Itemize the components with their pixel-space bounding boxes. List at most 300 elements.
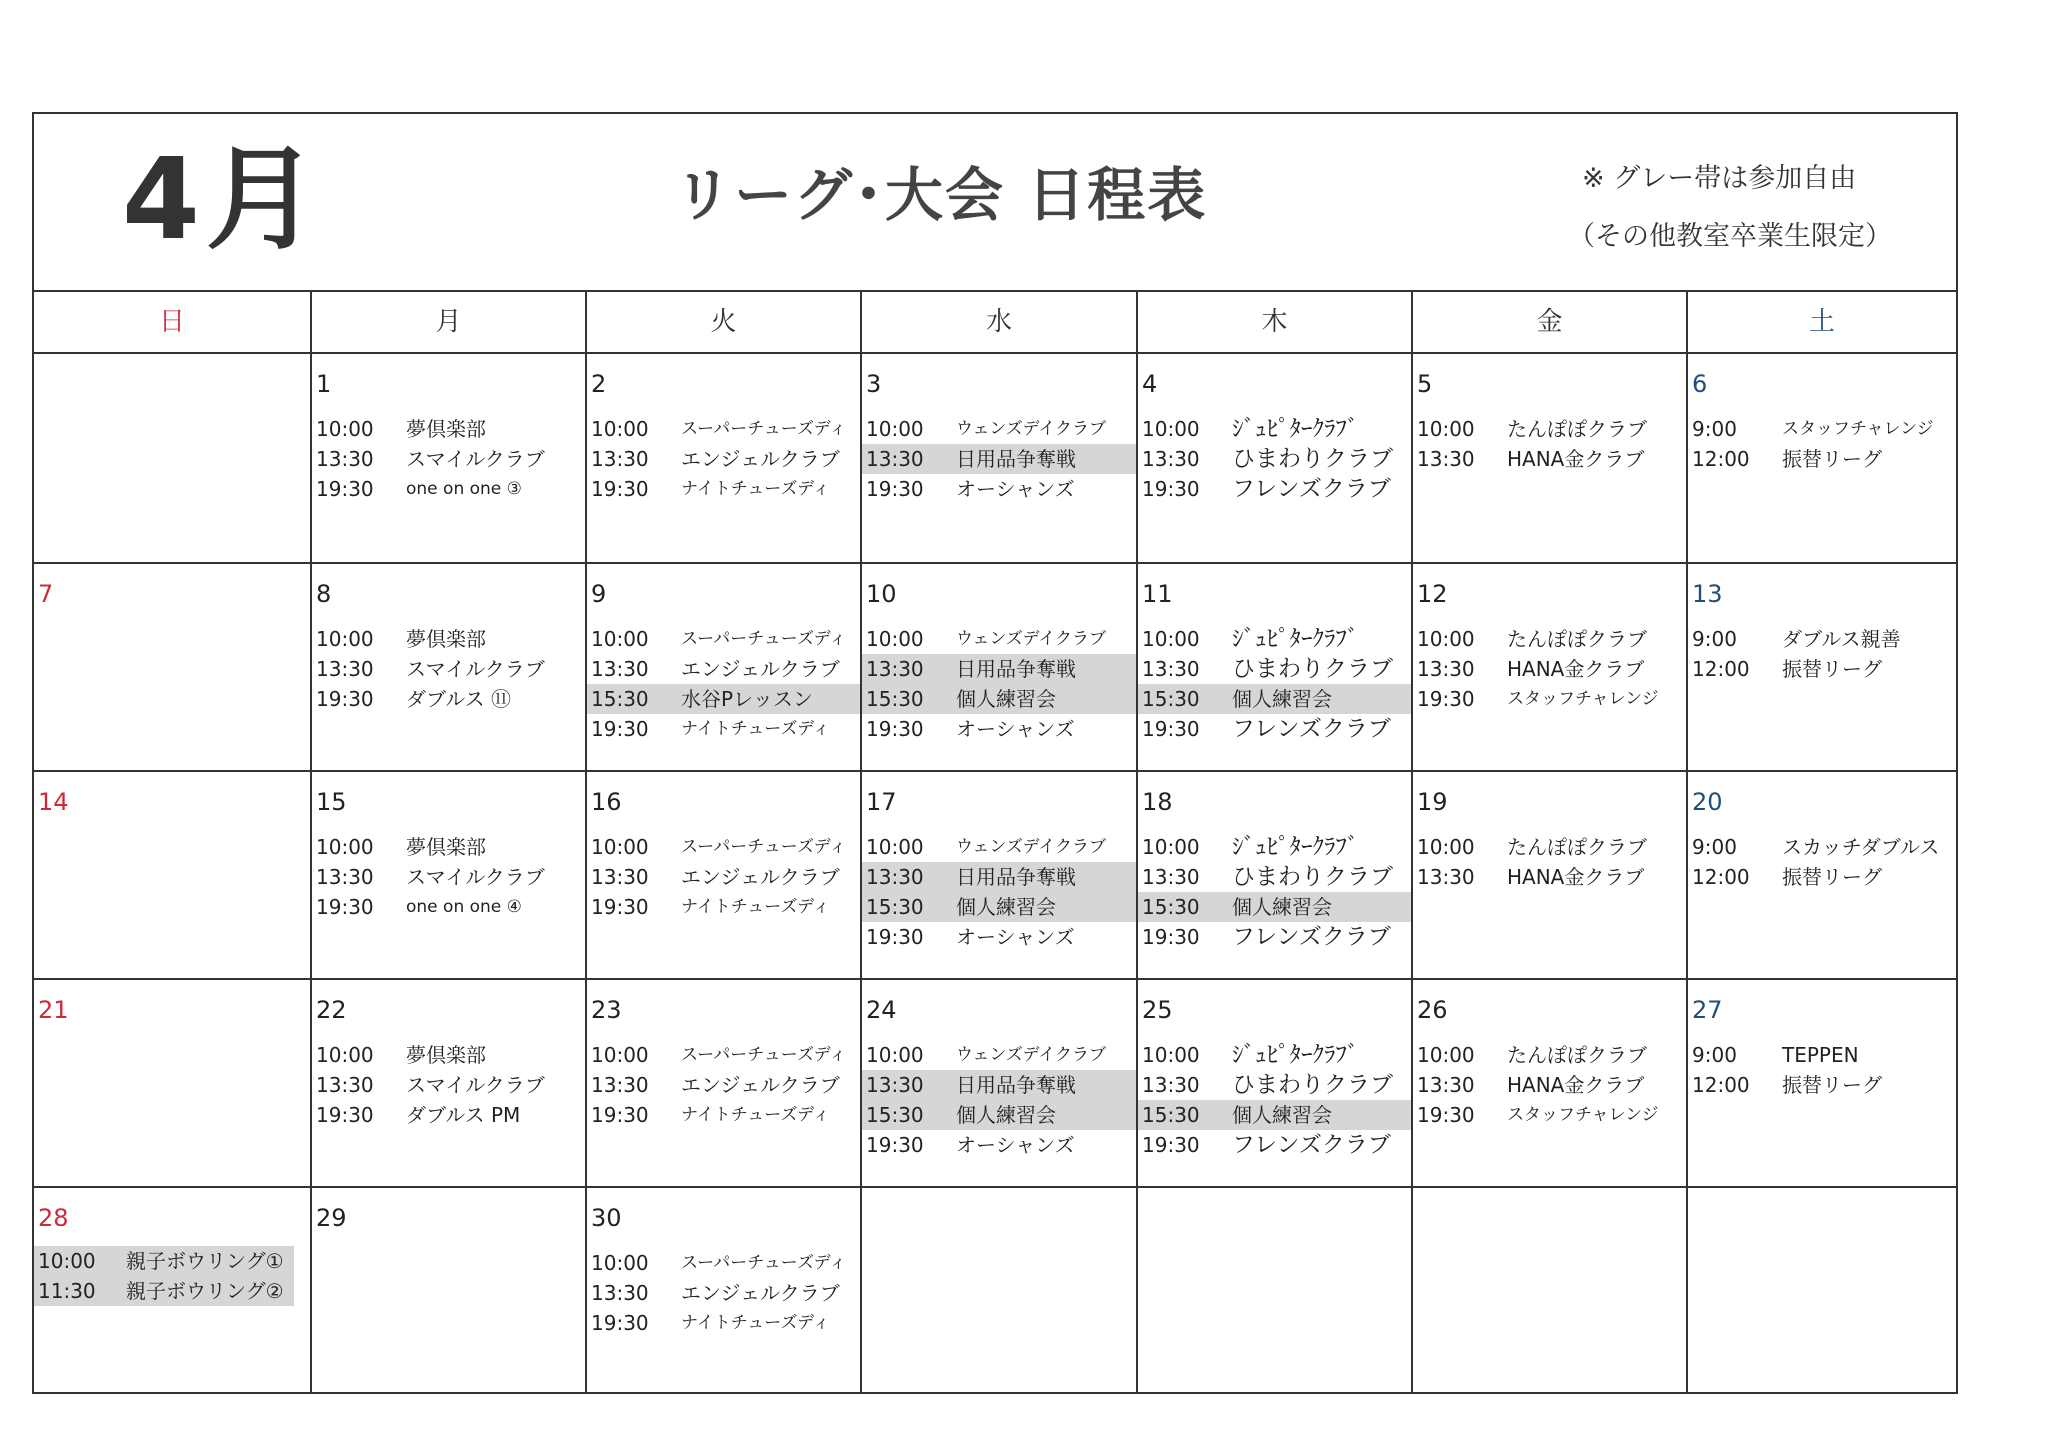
event-row [1688, 1040, 1956, 1070]
event-row [1413, 1070, 1686, 1100]
event-time: 13:30 [1142, 447, 1200, 471]
day-cell [1136, 564, 1411, 772]
event-name: スーパーチューズディ [681, 419, 847, 439]
event-name: ウェンズデイクラブ [956, 837, 1106, 857]
event-name: HANA金クラブ [1507, 1073, 1645, 1097]
event-name: スカッチダブルス [1782, 835, 1940, 859]
event-time: 19:30 [1417, 687, 1475, 711]
event-name: ナイトチューズディ [681, 897, 830, 917]
event-name: 日用品争奪戦 [956, 447, 1076, 471]
event-name: 個人練習会 [956, 1103, 1056, 1127]
event-name: 夢倶楽部 [406, 1043, 486, 1067]
event-time: 9:00 [1692, 627, 1737, 651]
event-name: 親子ボウリング② [126, 1279, 284, 1303]
day-number: 16 [591, 788, 622, 816]
event-name: 個人練習会 [1232, 895, 1332, 919]
event-row [862, 474, 1136, 504]
event-time: 10:00 [1417, 835, 1475, 859]
day-number: 26 [1417, 996, 1448, 1024]
day-cell [1686, 772, 1956, 980]
day-cell [34, 564, 310, 772]
event-name: 振替リーグ [1782, 447, 1882, 471]
event-time: 19:30 [591, 1103, 649, 1127]
day-number: 19 [1417, 788, 1448, 816]
day-cell [1411, 980, 1686, 1188]
event-name: ウェンズデイクラブ [956, 419, 1106, 439]
event-name: ひまわりクラブ [1232, 656, 1393, 682]
event-row [1413, 862, 1686, 892]
day-cell [34, 980, 310, 1188]
event-name: フレンズクラブ [1232, 716, 1391, 742]
day-cell [1136, 980, 1411, 1188]
event-name: エンジェルクラブ [681, 657, 840, 681]
day-number: 29 [316, 1204, 347, 1232]
event-time: 13:30 [316, 447, 374, 471]
event-row [1688, 1070, 1956, 1100]
event-time: 19:30 [866, 925, 924, 949]
event-row-optional [862, 1100, 1136, 1130]
event-name: たんぽぽクラブ [1507, 627, 1647, 651]
day-cell [1411, 1188, 1686, 1394]
event-row-optional [587, 684, 860, 714]
day-cell [1136, 772, 1411, 980]
event-row [312, 684, 585, 714]
event-row [1138, 1040, 1411, 1070]
event-time: 19:30 [591, 1311, 649, 1335]
event-row-optional [1138, 892, 1411, 922]
weekday-thu: 木 [1136, 292, 1411, 352]
day-number: 21 [38, 996, 69, 1024]
event-time: 19:30 [316, 895, 374, 919]
event-row [1138, 624, 1411, 654]
event-time: 9:00 [1692, 1043, 1737, 1067]
event-time: 10:00 [591, 835, 649, 859]
day-cell [1686, 564, 1956, 772]
event-row [1413, 832, 1686, 862]
day-cell [310, 772, 585, 980]
event-name: ダブルス親善 [1782, 627, 1901, 651]
event-time: 10:00 [1142, 627, 1200, 651]
event-name: ウェンズデイクラブ [956, 1045, 1106, 1065]
event-row [1138, 1130, 1411, 1160]
event-time: 10:00 [866, 627, 924, 651]
event-row [862, 714, 1136, 744]
event-row [312, 474, 585, 504]
event-time: 13:30 [1142, 1073, 1200, 1097]
event-row [587, 654, 860, 684]
event-time: 13:30 [1417, 1073, 1475, 1097]
event-row [1138, 714, 1411, 744]
event-time: 10:00 [866, 417, 924, 441]
event-time: 10:00 [591, 627, 649, 651]
event-row [862, 832, 1136, 862]
event-row [587, 624, 860, 654]
event-name: スマイルクラブ [406, 657, 545, 681]
event-name: オーシャンズ [956, 1133, 1075, 1157]
event-name: ｼﾞｭﾋﾟﾀｰｸﾗﾌﾞ [1232, 626, 1359, 652]
event-time: 19:30 [1417, 1103, 1475, 1127]
event-time: 9:00 [1692, 417, 1737, 441]
event-time: 10:00 [316, 417, 374, 441]
event-name: ひまわりクラブ [1232, 864, 1393, 890]
event-row-optional [862, 444, 1136, 474]
event-time: 19:30 [591, 717, 649, 741]
event-name: スタッフチャレンジ [1507, 689, 1659, 709]
day-cell [34, 772, 310, 980]
event-time: 10:00 [38, 1249, 96, 1273]
event-row [1688, 832, 1956, 862]
event-time: 13:30 [591, 865, 649, 889]
event-row [1138, 832, 1411, 862]
event-row [312, 1070, 585, 1100]
event-time: 12:00 [1692, 657, 1750, 681]
day-cell [310, 354, 585, 564]
event-name: ダブルス ⑪ [406, 687, 511, 711]
calendar-grid [34, 354, 1956, 1394]
event-name: HANA金クラブ [1507, 865, 1645, 889]
event-time: 10:00 [591, 417, 649, 441]
event-row-optional [1138, 684, 1411, 714]
event-name: スタッフチャレンジ [1507, 1105, 1659, 1125]
event-time: 10:00 [591, 1251, 649, 1275]
schedule-frame [32, 112, 1958, 1394]
event-name: エンジェルクラブ [681, 1073, 840, 1097]
event-name: TEPPEN [1782, 1043, 1859, 1067]
event-row [312, 414, 585, 444]
event-row [1138, 862, 1411, 892]
day-number: 18 [1142, 788, 1173, 816]
event-time: 19:30 [866, 1133, 924, 1157]
event-row [587, 1308, 860, 1338]
day-number: 6 [1692, 370, 1708, 398]
day-number: 7 [38, 580, 54, 608]
day-cell [860, 980, 1136, 1188]
event-row [312, 624, 585, 654]
event-row [587, 714, 860, 744]
day-cell [310, 1188, 585, 1394]
weekday-sun: 日 [158, 307, 185, 337]
event-row [1688, 624, 1956, 654]
day-cell [1411, 354, 1686, 564]
day-cell [1686, 1188, 1956, 1394]
day-cell [1686, 980, 1956, 1188]
event-row [312, 1100, 585, 1130]
event-time: 10:00 [1417, 627, 1475, 651]
event-row [1688, 414, 1956, 444]
event-time: 15:30 [866, 687, 924, 711]
event-name: フレンズクラブ [1232, 476, 1391, 502]
event-name: one on one ④ [406, 897, 522, 917]
event-name: 水谷Pレッスン [681, 687, 813, 711]
weekday-wed: 水 [860, 292, 1136, 352]
weekday-fri: 金 [1411, 292, 1686, 352]
event-row [1138, 474, 1411, 504]
day-cell [860, 564, 1136, 772]
event-time: 13:30 [591, 1073, 649, 1097]
event-name: ナイトチューズディ [681, 1313, 830, 1333]
event-row [587, 474, 860, 504]
event-name: オーシャンズ [956, 477, 1075, 501]
event-time: 15:30 [1142, 1103, 1200, 1127]
event-name: ｼﾞｭﾋﾟﾀｰｸﾗﾌﾞ [1232, 416, 1359, 442]
day-number: 27 [1692, 996, 1723, 1024]
event-time: 10:00 [316, 627, 374, 651]
event-row [1138, 922, 1411, 952]
event-time: 10:00 [1142, 417, 1200, 441]
event-time: 13:30 [1417, 865, 1475, 889]
event-time: 10:00 [1417, 1043, 1475, 1067]
event-row [1138, 414, 1411, 444]
day-number: 1 [316, 370, 332, 398]
event-row [312, 444, 585, 474]
event-name: スーパーチューズディ [681, 629, 847, 649]
event-name: 個人練習会 [1232, 687, 1332, 711]
event-name: フレンズクラブ [1232, 924, 1391, 950]
day-number: 30 [591, 1204, 622, 1232]
day-number: 14 [38, 788, 69, 816]
event-time: 13:30 [1417, 657, 1475, 681]
event-row-optional [862, 862, 1136, 892]
day-number: 13 [1692, 580, 1723, 608]
event-row [587, 1248, 860, 1278]
event-row [587, 1278, 860, 1308]
event-row [587, 832, 860, 862]
event-row [312, 654, 585, 684]
event-time: 19:30 [1142, 925, 1200, 949]
day-number: 22 [316, 996, 347, 1024]
weekday-sat: 土 [1686, 292, 1956, 352]
day-cell [1136, 1188, 1411, 1394]
event-time: 13:30 [316, 865, 374, 889]
day-cell [310, 980, 585, 1188]
day-number: 2 [591, 370, 607, 398]
event-name: ナイトチューズディ [681, 719, 830, 739]
event-time: 13:30 [316, 657, 374, 681]
event-name: 振替リーグ [1782, 1073, 1882, 1097]
event-name: スーパーチューズディ [681, 1253, 847, 1273]
event-name: たんぽぽクラブ [1507, 835, 1647, 859]
event-row-optional [862, 684, 1136, 714]
weekday-tue: 火 [585, 292, 860, 352]
event-time: 13:30 [591, 1281, 649, 1305]
schedule-header [34, 114, 1956, 292]
day-cell [860, 354, 1136, 564]
event-time: 15:30 [866, 895, 924, 919]
event-row [862, 624, 1136, 654]
event-row [587, 1100, 860, 1130]
event-row [1688, 862, 1956, 892]
day-number: 23 [591, 996, 622, 1024]
event-name: フレンズクラブ [1232, 1132, 1391, 1158]
event-row [1413, 1040, 1686, 1070]
event-name: 振替リーグ [1782, 865, 1882, 889]
event-time: 13:30 [866, 1073, 924, 1097]
event-name: エンジェルクラブ [681, 865, 840, 889]
event-row-optional [862, 654, 1136, 684]
event-row [312, 892, 585, 922]
day-number: 15 [316, 788, 347, 816]
event-row-optional [1138, 1100, 1411, 1130]
event-time: 19:30 [866, 477, 924, 501]
event-time: 15:30 [866, 1103, 924, 1127]
event-time: 13:30 [591, 447, 649, 471]
event-time: 15:30 [1142, 895, 1200, 919]
event-row [312, 862, 585, 892]
event-row [587, 1070, 860, 1100]
event-name: 親子ボウリング① [126, 1249, 284, 1273]
event-row [1413, 684, 1686, 714]
event-row [1413, 1100, 1686, 1130]
day-cell [34, 354, 310, 564]
event-name: スタッフチャレンジ [1782, 419, 1934, 439]
event-row [587, 1040, 860, 1070]
event-name: 夢倶楽部 [406, 627, 486, 651]
event-row-optional [34, 1246, 294, 1276]
event-row [862, 414, 1136, 444]
event-name: 個人練習会 [956, 895, 1056, 919]
day-cell [34, 1188, 310, 1394]
event-row [862, 922, 1136, 952]
event-time: 13:30 [866, 865, 924, 889]
day-cell [585, 564, 860, 772]
event-row-optional [34, 1276, 294, 1306]
day-cell [1411, 564, 1686, 772]
event-name: スーパーチューズディ [681, 837, 847, 857]
day-number: 12 [1417, 580, 1448, 608]
event-row [587, 892, 860, 922]
event-name: ひまわりクラブ [1232, 1072, 1393, 1098]
event-row [862, 1130, 1136, 1160]
event-row [587, 862, 860, 892]
event-row [587, 414, 860, 444]
gray-band-note: ※ グレー帯は参加自由 [1582, 163, 1857, 194]
weekday-mon: 月 [310, 292, 585, 352]
day-cell [1686, 354, 1956, 564]
event-name: 日用品争奪戦 [956, 657, 1076, 681]
page-title: リーグ･大会 日程表 [674, 161, 1208, 229]
event-time: 12:00 [1692, 865, 1750, 889]
day-cell [585, 980, 860, 1188]
event-name: スマイルクラブ [406, 865, 545, 889]
event-row [1413, 414, 1686, 444]
day-number: 11 [1142, 580, 1173, 608]
event-time: 10:00 [1142, 1043, 1200, 1067]
event-row-optional [862, 1070, 1136, 1100]
event-time: 9:00 [1692, 835, 1737, 859]
event-time: 19:30 [316, 687, 374, 711]
event-time: 19:30 [1142, 1133, 1200, 1157]
event-row [1413, 624, 1686, 654]
event-row [1413, 654, 1686, 684]
event-time: 13:30 [1417, 447, 1475, 471]
event-name: 日用品争奪戦 [956, 865, 1076, 889]
day-cell [860, 772, 1136, 980]
day-number: 17 [866, 788, 897, 816]
event-time: 15:30 [1142, 687, 1200, 711]
event-name: ウェンズデイクラブ [956, 629, 1106, 649]
event-time: 15:30 [591, 687, 649, 711]
event-name: one on one ③ [406, 479, 522, 499]
day-number: 20 [1692, 788, 1723, 816]
day-number: 3 [866, 370, 882, 398]
event-name: 夢倶楽部 [406, 417, 486, 441]
event-time: 10:00 [591, 1043, 649, 1067]
event-name: ｼﾞｭﾋﾟﾀｰｸﾗﾌﾞ [1232, 1042, 1359, 1068]
event-time: 10:00 [316, 1043, 374, 1067]
event-time: 13:30 [866, 447, 924, 471]
event-time: 10:00 [866, 835, 924, 859]
day-cell [1136, 354, 1411, 564]
event-time: 19:30 [591, 477, 649, 501]
event-time: 11:30 [38, 1279, 96, 1303]
event-time: 13:30 [1142, 865, 1200, 889]
event-name: スマイルクラブ [406, 447, 545, 471]
event-name: たんぽぽクラブ [1507, 1043, 1647, 1067]
event-time: 13:30 [316, 1073, 374, 1097]
day-number: 28 [38, 1204, 69, 1232]
day-cell [585, 1188, 860, 1394]
event-name: 個人練習会 [1232, 1103, 1332, 1127]
day-number: 9 [591, 580, 607, 608]
event-row-optional [862, 892, 1136, 922]
day-number: 4 [1142, 370, 1158, 398]
event-row [587, 444, 860, 474]
event-time: 10:00 [1142, 835, 1200, 859]
event-name: 夢倶楽部 [406, 835, 486, 859]
event-row [312, 1040, 585, 1070]
event-name: HANA金クラブ [1507, 657, 1645, 681]
gray-band-note-detail: （その他教室卒業生限定） [1568, 221, 1892, 252]
event-name: スマイルクラブ [406, 1073, 545, 1097]
event-name: エンジェルクラブ [681, 1281, 840, 1305]
event-time: 19:30 [866, 717, 924, 741]
event-time: 19:30 [1142, 477, 1200, 501]
day-number: 10 [866, 580, 897, 608]
event-row [1138, 444, 1411, 474]
event-row [1688, 444, 1956, 474]
day-cell [860, 1188, 1136, 1394]
event-name: ダブルス PM [406, 1103, 521, 1127]
event-row [312, 832, 585, 862]
event-name: オーシャンズ [956, 717, 1075, 741]
event-time: 19:30 [1142, 717, 1200, 741]
day-number: 8 [316, 580, 332, 608]
event-name: HANA金クラブ [1507, 447, 1645, 471]
event-time: 13:30 [591, 657, 649, 681]
event-time: 12:00 [1692, 1073, 1750, 1097]
event-name: ナイトチューズディ [681, 1105, 830, 1125]
event-time: 13:30 [866, 657, 924, 681]
day-cell [585, 354, 860, 564]
event-name: 日用品争奪戦 [956, 1073, 1076, 1097]
event-time: 10:00 [316, 835, 374, 859]
event-name: オーシャンズ [956, 925, 1075, 949]
event-name: ひまわりクラブ [1232, 446, 1393, 472]
event-time: 10:00 [866, 1043, 924, 1067]
event-row [1688, 654, 1956, 684]
event-name: スーパーチューズディ [681, 1045, 847, 1065]
day-cell [1411, 772, 1686, 980]
event-name: ナイトチューズディ [681, 479, 830, 499]
weekday-header-row [34, 292, 1956, 354]
event-name: 個人練習会 [956, 687, 1056, 711]
day-number: 24 [866, 996, 897, 1024]
event-name: ｼﾞｭﾋﾟﾀｰｸﾗﾌﾞ [1232, 834, 1359, 860]
event-time: 10:00 [1417, 417, 1475, 441]
day-cell [585, 772, 860, 980]
event-name: エンジェルクラブ [681, 447, 840, 471]
event-row [1413, 444, 1686, 474]
